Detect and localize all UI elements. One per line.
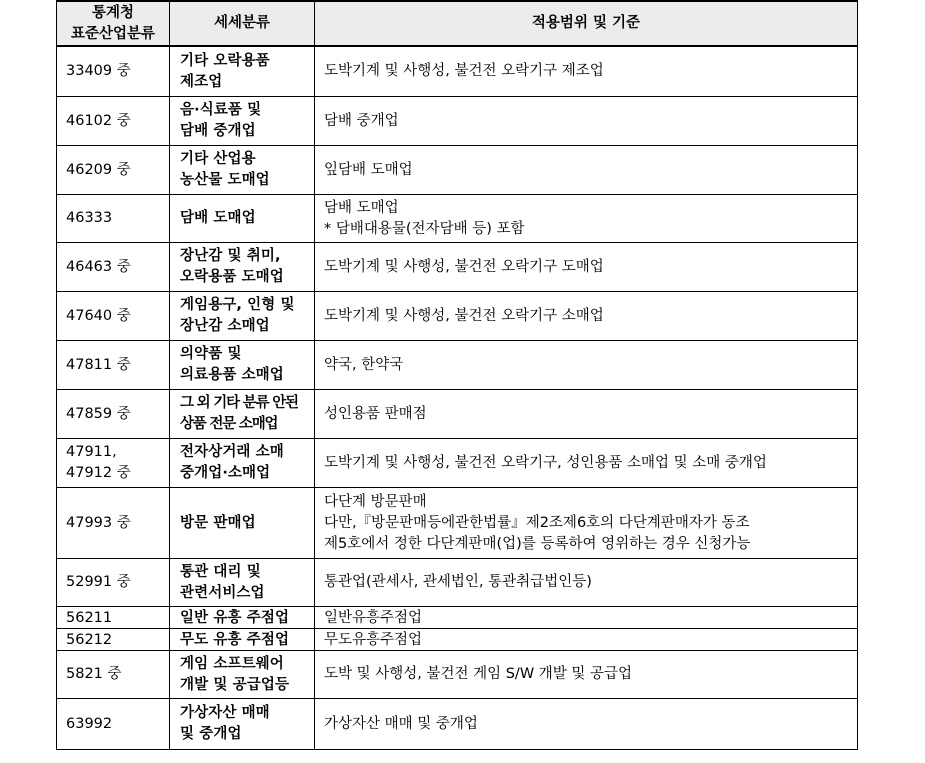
name-line: 기타 산업용	[180, 151, 256, 167]
header-subcategory: 세세분류	[170, 1, 315, 46]
name-line: 오락용품 도매업	[180, 269, 284, 285]
name-cell	[170, 97, 315, 146]
code-cell	[57, 439, 170, 488]
scope-cell	[315, 292, 858, 341]
scope-cell	[315, 607, 858, 629]
table-row	[57, 629, 858, 651]
name-line: 방문 판매업	[180, 514, 256, 531]
name-line: 상품 전문 소매업	[180, 416, 278, 432]
name-cell	[170, 629, 315, 651]
table-row	[57, 439, 858, 488]
name-line: 무도 유흥 주점업	[180, 632, 290, 648]
scope-cell	[315, 390, 858, 439]
name-line: 게임 소프트웨어	[180, 655, 284, 672]
code-cell	[57, 651, 170, 699]
name-cell	[170, 292, 315, 341]
name-line: 통관 대리 및	[180, 563, 261, 580]
scope-cell	[315, 195, 858, 243]
scope-cell	[315, 488, 858, 559]
scope-line: 담배 중개업	[324, 112, 399, 129]
code-cell	[57, 559, 170, 607]
scope-line: 도박기계 및 사행성, 불건전 오락기구, 성인용품 소매업 및 소매 중개업	[324, 454, 767, 471]
table-row	[57, 607, 858, 629]
code-cell	[57, 607, 170, 629]
code-cell	[57, 341, 170, 390]
name-cell	[170, 146, 315, 195]
name-cell	[170, 341, 315, 390]
table-row	[57, 341, 858, 390]
scope-line: 다만,『방문판매등에관한법률』제2조제6호의 다단계판매자가 동조	[324, 514, 750, 531]
scope-line: 담배 도매업	[324, 199, 399, 216]
name-line: 관련서비스업	[180, 584, 265, 601]
name-line: 및 중개업	[180, 726, 242, 742]
scope-cell	[315, 629, 858, 651]
industry-classification-table	[56, 0, 858, 750]
scope-cell	[315, 46, 858, 97]
code-line: 46463 중	[66, 258, 131, 275]
name-line: 기타 오락용품	[180, 52, 270, 69]
name-line: 일반 유흥 주점업	[180, 610, 290, 626]
table-row	[57, 243, 858, 292]
code-cell	[57, 292, 170, 341]
scope-line: * 담배대용물(전자담배 등) 포함	[324, 220, 525, 237]
header-classification-code	[57, 1, 170, 46]
code-line: 47912 중	[66, 465, 131, 481]
name-cell	[170, 195, 315, 243]
header-scope: 적용범위 및 기준	[315, 1, 858, 46]
table-row	[57, 97, 858, 146]
scope-line: 도박 및 사행성, 불건전 게임 S/W 개발 및 공급업	[324, 666, 633, 682]
scope-cell	[315, 439, 858, 488]
code-cell	[57, 146, 170, 195]
scope-line: 일반유흥주점업	[324, 610, 423, 626]
code-cell	[57, 195, 170, 243]
name-line: 농산물 도매업	[180, 172, 270, 188]
name-line: 담배 중개업	[180, 123, 256, 139]
scope-cell	[315, 243, 858, 292]
code-cell	[57, 390, 170, 439]
code-line: 47811 중	[66, 356, 131, 373]
code-line: 46102 중	[66, 112, 131, 129]
name-line: 그 외 기타 분류 안된	[180, 395, 298, 411]
name-cell	[170, 439, 315, 488]
name-line: 제조업	[180, 73, 223, 90]
name-line: 중개업·소매업	[180, 465, 271, 481]
code-line: 47640 중	[66, 307, 131, 324]
table-row	[57, 146, 858, 195]
table-row	[57, 46, 858, 97]
code-cell	[57, 629, 170, 651]
code-cell	[57, 488, 170, 559]
name-line: 전자상거래 소매	[180, 444, 284, 460]
scope-line: 다단계 방문판매	[324, 493, 427, 510]
code-cell	[57, 699, 170, 750]
table-row	[57, 559, 858, 607]
code-line: 56211	[66, 610, 113, 626]
name-line: 의료용품 소매업	[180, 367, 284, 383]
scope-line: 통관업(관세사, 관세법인, 통관취급법인등)	[324, 574, 592, 590]
code-line: 5821 중	[66, 666, 122, 682]
scope-line: 성인용품 판매점	[324, 405, 427, 422]
scope-cell	[315, 341, 858, 390]
scope-line: 잎담배 도매업	[324, 161, 413, 178]
name-line: 장난감 및 취미,	[180, 248, 281, 264]
table-row	[57, 390, 858, 439]
code-cell	[57, 46, 170, 97]
name-cell	[170, 488, 315, 559]
scope-line: 도박기계 및 사행성, 불건전 오락기구 소매업	[324, 307, 604, 324]
code-line: 46209 중	[66, 161, 131, 178]
code-line: 52991 중	[66, 574, 131, 590]
scope-line: 약국, 한약국	[324, 356, 404, 373]
name-cell	[170, 390, 315, 439]
code-line: 56212	[66, 632, 113, 648]
table-row	[57, 699, 858, 750]
code-line: 47859 중	[66, 405, 131, 422]
name-line: 의약품 및	[180, 346, 242, 362]
scope-line: 제5호에서 정한 다단계판매(업)를 등록하여 영위하는 경우 신청가능	[324, 535, 751, 552]
table-row	[57, 292, 858, 341]
table-row	[57, 195, 858, 243]
scope-line: 도박기계 및 사행성, 불건전 오락기구 도매업	[324, 258, 604, 275]
scope-line: 도박기계 및 사행성, 불건전 오락기구 제조업	[324, 63, 604, 79]
name-cell	[170, 651, 315, 699]
name-line: 개발 및 공급업등	[180, 676, 290, 693]
header-line: 통계청	[91, 4, 135, 21]
code-cell	[57, 97, 170, 146]
name-cell	[170, 607, 315, 629]
code-cell	[57, 243, 170, 292]
scope-cell	[315, 699, 858, 750]
name-line: 장난감 소매업	[180, 318, 270, 334]
table-row	[57, 488, 858, 559]
name-line: 게임용구, 인형 및	[180, 297, 295, 313]
table-row	[57, 651, 858, 699]
header-line: 표준산업분류	[70, 25, 156, 42]
header-row	[57, 1, 858, 46]
code-line: 63992	[66, 715, 113, 732]
code-line: 33409 중	[66, 63, 131, 79]
name-line: 음·식료품 및	[180, 102, 262, 118]
name-cell	[170, 699, 315, 750]
code-line: 46333	[66, 210, 113, 226]
name-cell	[170, 559, 315, 607]
scope-cell	[315, 146, 858, 195]
name-line: 담배 도매업	[180, 210, 256, 226]
scope-cell	[315, 559, 858, 607]
scope-cell	[315, 651, 858, 699]
scope-line: 무도유흥주점업	[324, 632, 423, 648]
name-line: 가상자산 매매	[180, 705, 270, 721]
name-cell	[170, 46, 315, 97]
scope-cell	[315, 97, 858, 146]
code-line: 47993 중	[66, 514, 131, 531]
scope-line: 가상자산 매매 및 중개업	[324, 715, 478, 732]
name-cell	[170, 243, 315, 292]
code-line: 47911,	[66, 444, 117, 460]
